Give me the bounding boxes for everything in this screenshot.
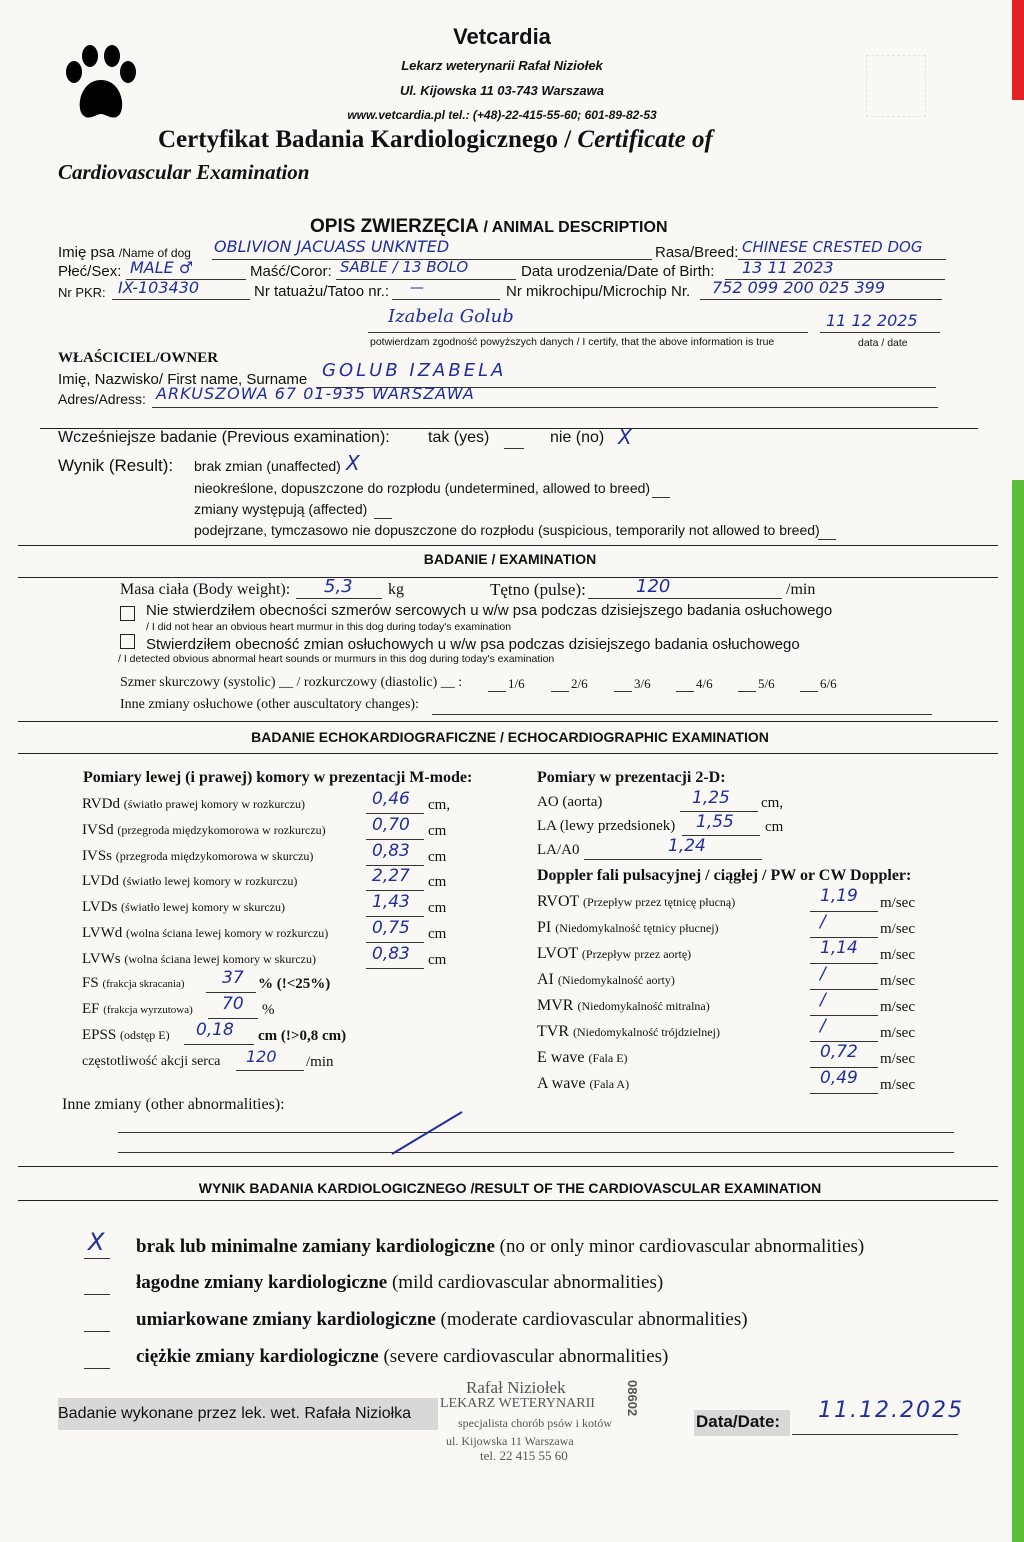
mmode-abbr: LVWs <box>82 950 121 967</box>
doppler-unit: m/sec <box>880 921 915 937</box>
previous-no-mark: X <box>618 425 632 449</box>
epss-unit: cm (!>0,8 cm) <box>258 1028 347 1044</box>
mmode-unit: cm <box>428 874 447 891</box>
mmode-row-label <box>82 925 328 942</box>
fs-unit: % (!<25%) <box>258 976 331 992</box>
result-option <box>136 1309 748 1331</box>
green-edge-strip <box>1012 480 1024 1542</box>
no-murmur-text: Nie stwierdziłem obecności szmerów sercowych u w/w psa podczas dzisiejszego badania osłuchowego <box>146 602 833 619</box>
breed-label: Rasa/Breed: <box>655 244 739 261</box>
murmur-checkbox[interactable] <box>120 634 135 649</box>
color-value: SABLE / 13 BOLO <box>340 258 469 276</box>
stamp-line: LEKARZ WETERYNARII <box>440 1396 595 1411</box>
epss-row: EPSS (odstęp E) <box>82 1027 170 1043</box>
fs-value: 37 <box>222 968 244 988</box>
doppler-row-label <box>537 1075 629 1093</box>
doppler-desc: (Niedomykalność tętnicy płucnej) <box>555 921 719 935</box>
murmur-grade: 6/6 <box>820 676 837 691</box>
result-option-pl: umiarkowane zmiany kardiologiczne <box>136 1309 436 1330</box>
mmode-value: 0,70 <box>372 814 410 835</box>
pulse-label: Tętno (pulse): <box>490 580 586 599</box>
title-en-1: Certificate of <box>577 126 713 153</box>
grade-blank <box>551 691 569 692</box>
result-option-en: (moderate cardiovascular abnormalities) <box>440 1309 748 1330</box>
pulse-value: 120 <box>636 576 671 597</box>
date-label: Data/Date: <box>696 1412 781 1431</box>
la-unit: cm <box>765 819 784 835</box>
mmode-desc: (wolna ściana lewej komory w skurczu) <box>124 951 316 966</box>
murmur-text: Stwierdziłem obecność zmian osłuchowych u w/w psa podczas dzisiejszego badania osłuchowego <box>146 636 800 653</box>
mmode-desc: (światło lewej komory w skurczu) <box>121 900 286 915</box>
mmode-underline <box>366 968 424 969</box>
owner-section-title: WŁAŚCICIEL/OWNER <box>58 350 219 366</box>
page-title <box>158 126 713 154</box>
murmur-grade: 4/6 <box>696 676 713 691</box>
murmur-grade: 1/6 <box>508 676 525 691</box>
doppler-unit: m/sec <box>880 1077 915 1093</box>
doppler-row-label <box>537 971 675 989</box>
dog-name-label: Imię psa /Name of dog <box>58 244 191 261</box>
doppler-value: / <box>820 964 826 984</box>
confirm-text: potwierdzam zgodność powyższych danych / I certify, that the above information is true <box>370 336 775 348</box>
stamp-line: ul. Kijowska 11 Warszawa <box>446 1434 574 1448</box>
date-value: 11.12.2025 <box>818 1398 964 1423</box>
doppler-abbr: RVOT <box>537 893 579 910</box>
grade-blank <box>800 691 818 692</box>
pkr-label: Nr PKR: <box>58 285 106 300</box>
mmode-value: 1,43 <box>372 892 410 913</box>
mmode-abbr: LVWd <box>82 925 123 941</box>
stamp-number: 08602 <box>625 1380 640 1417</box>
tattoo-label: Nr tatuażu/Tatoo nr.: <box>254 283 390 300</box>
mmode-value: 2,27 <box>372 866 410 887</box>
mmode-unit: cm <box>428 951 447 968</box>
mmode-desc: (światło prawej komory w rozkurczu) <box>123 797 305 811</box>
mmode-row-label <box>82 951 316 968</box>
vet-line: Lekarz weterynarii Rafał Niziołek <box>401 58 603 73</box>
result-option-en: (severe cardiovascular abnormalities) <box>383 1346 669 1367</box>
doppler-unit: m/sec <box>880 1051 915 1067</box>
sex-value: MALE ♂ <box>130 258 194 277</box>
doppler-abbr: PI <box>537 919 552 936</box>
result-option-pl: brak lub minimalne zamiany kardiologiczne <box>136 1236 495 1257</box>
mmode-abbr: LVDd <box>82 873 119 890</box>
ao-unit: cm, <box>761 795 784 811</box>
doppler-desc: (Fala E) <box>588 1051 628 1065</box>
epss-value: 0,18 <box>196 1020 234 1040</box>
result-option-pl: łagodne zmiany kardiologiczne <box>136 1272 388 1293</box>
doppler-value: / <box>820 912 826 932</box>
doppler-abbr: A wave <box>537 1075 586 1092</box>
doppler-abbr: TVR <box>537 1023 569 1040</box>
doppler-desc: (Fala A) <box>589 1077 630 1091</box>
doppler-value: 1,14 <box>820 938 858 958</box>
result-option-blank <box>84 1368 110 1369</box>
animal-section-title <box>310 216 668 238</box>
doppler-desc: (Niedomykalność mitralna) <box>577 999 710 1013</box>
result-selected-mark: X <box>88 1228 105 1256</box>
paw-logo-icon <box>60 42 142 124</box>
echo-section-title: BADANIE ECHOKARDIOGRAFICZNE / ECHOCARDIOGRAPHIC EXAMINATION <box>251 729 769 745</box>
pkr-value: IX-103430 <box>118 278 200 297</box>
owner-name-value: GOLUB IZABELA <box>322 360 507 381</box>
doppler-row-label <box>537 1049 628 1067</box>
doppler-value: 0,72 <box>820 1042 858 1062</box>
doppler-row-label <box>537 919 719 937</box>
chip-value: 752 099 200 025 399 <box>712 278 886 297</box>
no-murmur-text-en: / I did not hear an obvious heart murmur in this dog during today's examination <box>146 621 512 633</box>
doppler-unit: m/sec <box>880 973 915 989</box>
ef-row: EF (frakcja wyrzutowa) <box>82 1001 193 1017</box>
doppler-desc: (Przepływ przez aortę) <box>581 947 692 961</box>
signature-date: 11 12 2025 <box>826 311 918 330</box>
other-abnormalities-label: Inne zmiany (other abnormalities): <box>62 1096 285 1113</box>
result-option-affected: zmiany występują (affected) <box>194 501 368 517</box>
doppler-title: Doppler fali pulsacyjnej / ciągłej / PW or CW Doppler: <box>537 867 912 884</box>
performed-by-text: Badanie wykonane przez lek. wet. Rafała Niziołka <box>58 1405 412 1422</box>
mmode-row-label <box>82 796 305 813</box>
animal-title-pl: OPIS ZWIERZĘCIA <box>310 216 479 237</box>
result-option-pl: ciężkie zmiany kardiologiczne <box>136 1346 379 1367</box>
doppler-desc: (Niedomykalność trójdzielnej) <box>573 1025 720 1039</box>
laao-value: 1,24 <box>668 836 706 856</box>
doppler-value: 0,49 <box>820 1068 858 1088</box>
murmur-grade: 3/6 <box>634 676 651 691</box>
mmode-row-label <box>82 822 326 839</box>
owner-signature: Izabela Golub <box>388 306 514 327</box>
stamp-line: Rafał Niziołek <box>466 1378 566 1397</box>
mmode-desc: (wolna ściana lewej komory w rozkurczu) <box>126 926 329 940</box>
animal-title-en: / ANIMAL DESCRIPTION <box>483 219 668 236</box>
doppler-unit: m/sec <box>880 947 915 963</box>
murmur-type-line: Szmer skurczowy (systolic) __ / rozkurczowy (diastolic) __ : <box>120 675 463 690</box>
stamp-line: tel. 22 415 55 60 <box>480 1448 568 1463</box>
dog-name-value: OBLIVION JACUASS UNKNTED <box>214 237 450 256</box>
grade-blank <box>738 691 756 692</box>
mmode-desc: (przegroda międzykomorowa w rozkurczu) <box>117 822 326 837</box>
ef-value: 70 <box>222 994 244 1014</box>
previous-exam-label: Wcześniejsze badanie (Previous examination): <box>58 429 390 446</box>
ao-value: 1,25 <box>692 788 730 808</box>
weight-label: Masa ciała (Body weight): <box>120 581 291 598</box>
weight-unit: kg <box>388 581 404 598</box>
grade-blank <box>488 691 506 692</box>
doppler-unit: m/sec <box>880 895 915 911</box>
exam-section-title: BADANIE / EXAMINATION <box>423 551 597 567</box>
mmode-unit: cm <box>428 822 447 839</box>
result-section-title: WYNIK BADANIA KARDIOLOGICZNEGO /RESULT OF THE CARDIOVASCULAR EXAMINATION <box>198 1180 822 1196</box>
la-label: LA (lewy przedsionek) <box>537 818 676 834</box>
mmode-unit: cm <box>428 900 447 917</box>
doppler-abbr: E wave <box>537 1049 585 1066</box>
sex-label: Płeć/Sex: <box>58 263 122 280</box>
doppler-row-label <box>537 1023 720 1041</box>
result-option <box>136 1346 668 1368</box>
mmode-abbr: IVSs <box>82 847 113 864</box>
mmode-unit: cm <box>428 848 447 865</box>
mmode-abbr: LVDs <box>82 899 118 916</box>
mmode-desc: (światło lewej komory w rozkurczu) <box>122 874 298 889</box>
laao-label: LA/A0 <box>537 842 580 858</box>
mmode-unit: cm <box>428 926 447 942</box>
stamp-line: specjalista chorób psów i kotów <box>458 1416 612 1430</box>
mmode-value: 0,83 <box>372 840 410 861</box>
mmode-desc: (przegroda międzykomorowa w skurczu) <box>115 848 314 863</box>
ao-label: AO (aorta) <box>537 794 603 810</box>
other-auscultatory-label: Inne zmiany osłuchowe (other auscultatory changes): <box>120 697 419 712</box>
result-option-en: (mild cardiovascular abnormalities) <box>391 1272 664 1293</box>
doppler-unit: m/sec <box>880 999 915 1015</box>
grade-blank <box>614 691 632 692</box>
mmode-value: 0,46 <box>372 789 410 809</box>
fs-row: FS (frakcja skracania) <box>82 975 185 991</box>
red-edge-strip <box>1012 0 1024 100</box>
dob-label: Data urodzenia/Date of Birth: <box>521 263 715 280</box>
mmode-value: 0,83 <box>372 943 410 964</box>
mmode-abbr: RVDd <box>82 796 120 812</box>
no-murmur-checkbox[interactable] <box>120 606 135 621</box>
doppler-abbr: LVOT <box>537 945 578 962</box>
mmode-row-label <box>82 873 297 890</box>
mmode-row-label <box>82 848 313 865</box>
doppler-row-label <box>537 893 735 911</box>
hr-unit: /min <box>306 1054 334 1070</box>
doppler-value: / <box>820 1016 826 1036</box>
doppler-unit: m/sec <box>880 1025 915 1041</box>
dob-value: 13 11 2023 <box>742 258 834 277</box>
grade-blank <box>676 691 694 692</box>
doppler-desc: (Przepływ przez tętnicę płucną) <box>582 895 736 909</box>
la-value: 1,55 <box>696 812 734 832</box>
result-option-blank <box>84 1331 110 1332</box>
previous-no-label: nie (no) <box>550 429 605 446</box>
title-en-2: Cardiovascular Examination <box>58 160 310 184</box>
address-line: Ul. Kijowska 11 03-743 Warszawa <box>399 83 604 98</box>
doppler-value: / <box>820 990 826 1010</box>
result-option <box>136 1272 663 1294</box>
result-option-blank <box>84 1294 110 1295</box>
other-abnormalities-strike-icon <box>388 1108 468 1158</box>
color-label: Maść/Coror: <box>250 263 332 280</box>
result-option-blank <box>84 1258 110 1259</box>
owner-name-label: Imię, Nazwisko/ First name, Surname <box>58 371 308 388</box>
doppler-value: 1,19 <box>820 886 858 906</box>
tattoo-value: — <box>410 280 424 296</box>
owner-address-label: Adres/Adress: <box>58 391 146 407</box>
result-option-undetermined: nieokreślone, dopuszczone do rozpłodu (undetermined, allowed to breed) <box>194 480 651 496</box>
doppler-row-label <box>537 997 710 1015</box>
pulse-unit: /min <box>786 581 816 598</box>
mmode-row-label <box>82 899 285 916</box>
result-option <box>136 1236 864 1258</box>
mmode-unit: cm, <box>428 797 451 813</box>
breed-value: CHINESE CRESTED DOG <box>742 238 923 256</box>
doppler-abbr: MVR <box>537 997 574 1014</box>
owner-address-value: ARKUSZOWA 67 01-935 WARSZAWA <box>156 384 475 403</box>
clinic-name: Vetcardia <box>453 24 551 49</box>
result-option-en: (no or only minor cardiovascular abnormalities) <box>499 1236 865 1257</box>
chip-label: Nr mikrochipu/Microchip Nr. <box>506 283 691 300</box>
faint-stamp-icon <box>866 55 926 117</box>
mmode-title: Pomiary lewej (i prawej) komory w prezentacji M-mode: <box>83 769 473 786</box>
twod-title: Pomiary w prezentacji 2-D: <box>537 769 726 786</box>
murmur-text-en: / I detected obvious abnormal heart sounds or murmurs in this dog during today's examination <box>118 653 555 665</box>
result-option-unaffected: brak zmian (unaffected) <box>194 458 341 474</box>
hr-label: częstotliwość akcji serca <box>82 1054 221 1069</box>
murmur-grade: 5/6 <box>758 676 775 691</box>
doppler-row-label <box>537 945 691 963</box>
hr-value: 120 <box>246 1047 277 1066</box>
doppler-abbr: AI <box>537 971 554 988</box>
title-pl: Certyfikat Badania Kardiologicznego / <box>158 126 572 153</box>
previous-yes-label: tak (yes) <box>428 429 490 446</box>
ef-unit: % <box>262 1002 275 1018</box>
mmode-value: 0,75 <box>372 918 410 938</box>
result-unaffected-mark: X <box>346 451 360 475</box>
mmode-abbr: IVSd <box>82 821 114 838</box>
murmur-grade: 2/6 <box>571 676 588 691</box>
result-option-suspicious: podejrzane, tymczasowo nie dopuszczone do rozpłodu (suspicious, temporarily not allowed to breed) <box>194 522 820 538</box>
contact-line: www.vetcardia.pl tel.: (+48)-22-415-55-60; 601-89-82-53 <box>347 108 657 122</box>
doppler-desc: (Niedomykalność aorty) <box>557 973 675 987</box>
weight-value: 5,3 <box>324 576 353 597</box>
date-label: data / date <box>858 337 908 349</box>
doppler-underline <box>810 1093 878 1094</box>
result-label: Wynik (Result): <box>58 456 174 475</box>
